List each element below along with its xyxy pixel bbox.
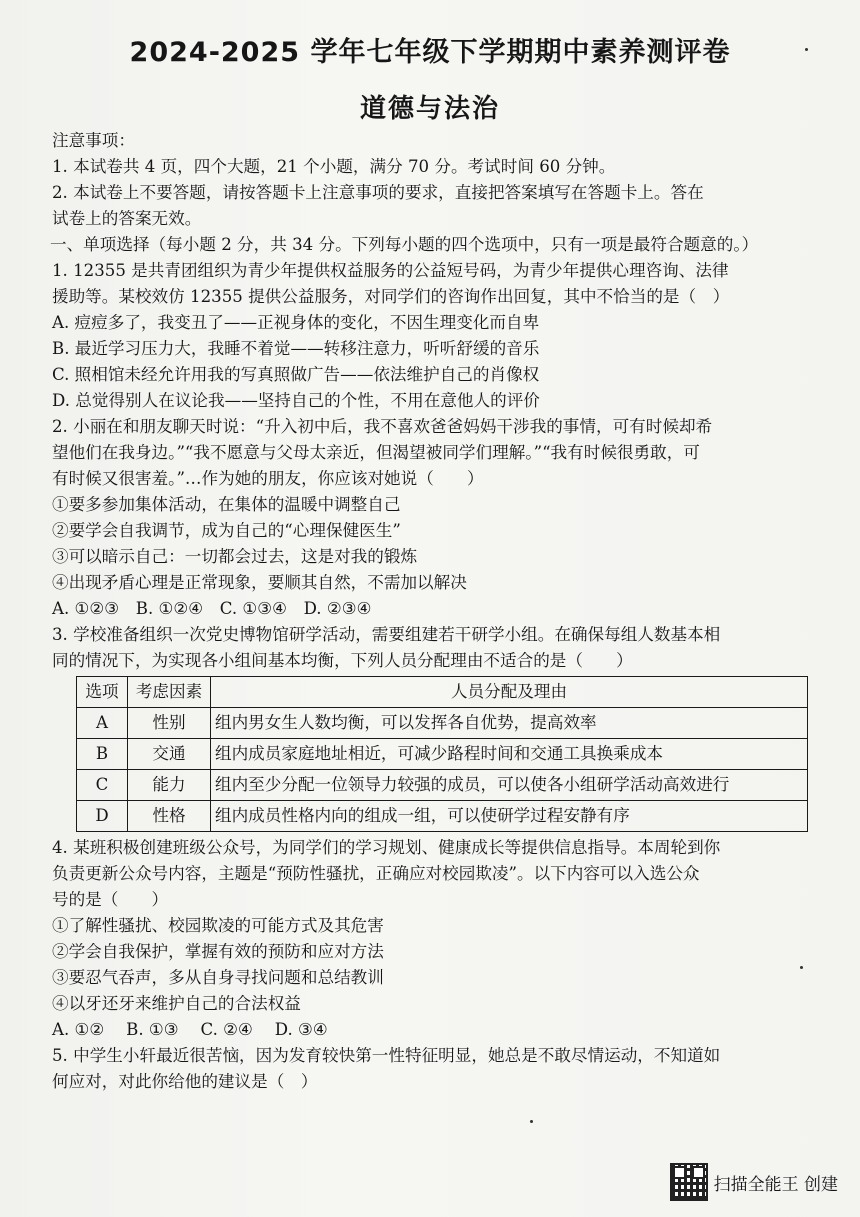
table-cell-option: A — [77, 708, 128, 739]
subject-title: 道德与法治 — [359, 94, 500, 124]
notes-heading: 注意事项： — [52, 131, 135, 150]
table-cell-option: D — [77, 801, 128, 832]
table-cell-factor: 性别 — [128, 708, 211, 739]
question-1 — [52, 258, 842, 414]
q2-stem-line-1: 2. 小丽在和朋友聊天时说：“升入初中后，我不喜欢爸爸妈妈干涉我的事情，可有时候却希 — [52, 417, 713, 436]
q4-statement-3: ③要忍气吞声，多从自身寻找问题和总结教训 — [52, 968, 384, 987]
table-cell-factor: 性格 — [128, 801, 211, 832]
scan-speck — [800, 966, 803, 969]
section-1-heading: 一、单项选择（每小题 2 分，共 34 分。下列每小题的四个选项中，只有一项是最符合题意的。） — [50, 235, 759, 254]
question-2 — [52, 414, 842, 622]
notes-item-2-line-1: 2. 本试卷上不要答题，请按答题卡上注意事项的要求，直接把答案填写在答题卡上。答在 — [52, 183, 704, 202]
exam-content — [52, 128, 842, 1095]
question-3 — [52, 622, 842, 832]
table-header-factor: 考虑因素 — [128, 677, 211, 708]
table-cell-reason: 组内成员性格内向的组成一组，可以使研学过程安静有序 — [211, 801, 808, 832]
q2-stem-line-3: 有时候又很害羞。”…作为她的朋友，你应该对她说（ ） — [52, 469, 484, 488]
table-row — [77, 739, 808, 770]
exam-title: 2024-2025 学年七年级下学期期中素养测评卷 — [129, 37, 731, 68]
table-cell-option: B — [77, 739, 128, 770]
q5-stem-line-1: 5. 中学生小轩最近很苦恼，因为发育较快第一性特征明显，她总是不敢尽情运动，不知道如 — [52, 1046, 721, 1065]
question-4 — [52, 835, 842, 1043]
table-header-option: 选项 — [77, 677, 128, 708]
q2-options: A. ①②③ B. ①②④ C. ①③④ D. ②③④ — [52, 599, 372, 618]
q4-options: A. ①② B. ①③ C. ②④ D. ③④ — [52, 1020, 328, 1039]
q1-option-a: A. 痘痘多了，我变丑了——正视身体的变化，不因生理变化而自卑 — [52, 313, 540, 332]
scan-speck — [530, 1120, 533, 1123]
table-header-reason: 人员分配及理由 — [211, 677, 808, 708]
table-cell-factor: 能力 — [128, 770, 211, 801]
q2-stem-line-2: 望他们在我身边。”“我不愿意与父母太亲近，但渴望被同学们理解。”“我有时候很勇敢，可 — [52, 443, 700, 462]
table-row — [77, 708, 808, 739]
q1-stem-line-1: 1. 12355 是共青团组织为青少年提供权益服务的公益短号码，为青少年提供心理咨询、法律 — [52, 261, 729, 280]
notes-item-2-line-2: 试卷上的答案无效。 — [52, 209, 202, 228]
table-row — [77, 801, 808, 832]
scan-speck — [805, 48, 808, 51]
qr-code-icon — [670, 1163, 708, 1201]
q1-option-b: B. 最近学习压力大，我睡不着觉——转移注意力，听听舒缓的音乐 — [52, 339, 540, 358]
q1-option-d: D. 总觉得别人在议论我——坚持自己的个性，不用在意他人的评价 — [52, 391, 540, 410]
question-5 — [52, 1043, 842, 1095]
watermark-text: 扫描全能王 创建 — [713, 1174, 838, 1195]
table-cell-factor: 交通 — [128, 739, 211, 770]
q2-statement-2: ②要学会自我调节，成为自己的“心理保健医生” — [52, 521, 401, 540]
q2-statement-4: ④出现矛盾心理是正常现象，要顺其自然，不需加以解决 — [52, 573, 467, 592]
q5-stem-line-2: 何应对，对此你给他的建议是（ ） — [52, 1072, 318, 1091]
q1-stem-line-2: 援助等。某校效仿 12355 提供公益服务，对同学们的咨询作出回复，其中不恰当的是（ ） — [52, 287, 730, 306]
q4-statement-4: ④以牙还牙来维护自己的合法权益 — [52, 994, 301, 1013]
q3-stem-line-2: 同的情况下，为实现各小组间基本均衡，下列人员分配理由不适合的是（ ） — [52, 651, 633, 670]
table-header-row — [77, 677, 808, 708]
q4-stem-line-2: 负责更新公众号内容，主题是“预防性骚扰，正确应对校园欺凌”。以下内容可以入选公众 — [52, 864, 700, 883]
notes-section — [52, 128, 842, 232]
q3-options-table — [76, 676, 808, 832]
q4-stem-line-3: 号的是（ ） — [52, 890, 169, 909]
q4-stem-line-1: 4. 某班积极创建班级公众号，为同学们的学习规划、健康成长等提供信息指导。本周轮到你 — [52, 838, 721, 857]
scanner-watermark — [670, 1163, 838, 1201]
table-cell-option: C — [77, 770, 128, 801]
notes-item-1: 1. 本试卷共 4 页，四个大题，21 个小题，满分 70 分。考试时间 60 分钟。 — [52, 157, 616, 176]
q1-option-c: C. 照相馆未经允许用我的写真照做广告——依法维护自己的肖像权 — [52, 365, 540, 384]
table-cell-reason: 组内成员家庭地址相近，可减少路程时间和交通工具换乘成本 — [211, 739, 808, 770]
q3-stem-line-1: 3. 学校准备组织一次党史博物馆研学活动，需要组建若干研学小组。在确保每组人数基本相 — [52, 625, 721, 644]
q2-statement-3: ③可以暗示自己：一切都会过去，这是对我的锻炼 — [52, 547, 418, 566]
q4-statement-1: ①了解性骚扰、校园欺凌的可能方式及其危害 — [52, 916, 384, 935]
table-cell-reason: 组内至少分配一位领导力较强的成员，可以使各小组研学活动高效进行 — [211, 770, 808, 801]
table-row — [77, 770, 808, 801]
q2-statement-1: ①要多参加集体活动，在集体的温暖中调整自己 — [52, 495, 401, 514]
table-cell-reason: 组内男女生人数均衡，可以发挥各自优势，提高效率 — [211, 708, 808, 739]
q4-statement-2: ②学会自我保护，掌握有效的预防和应对方法 — [52, 942, 384, 961]
